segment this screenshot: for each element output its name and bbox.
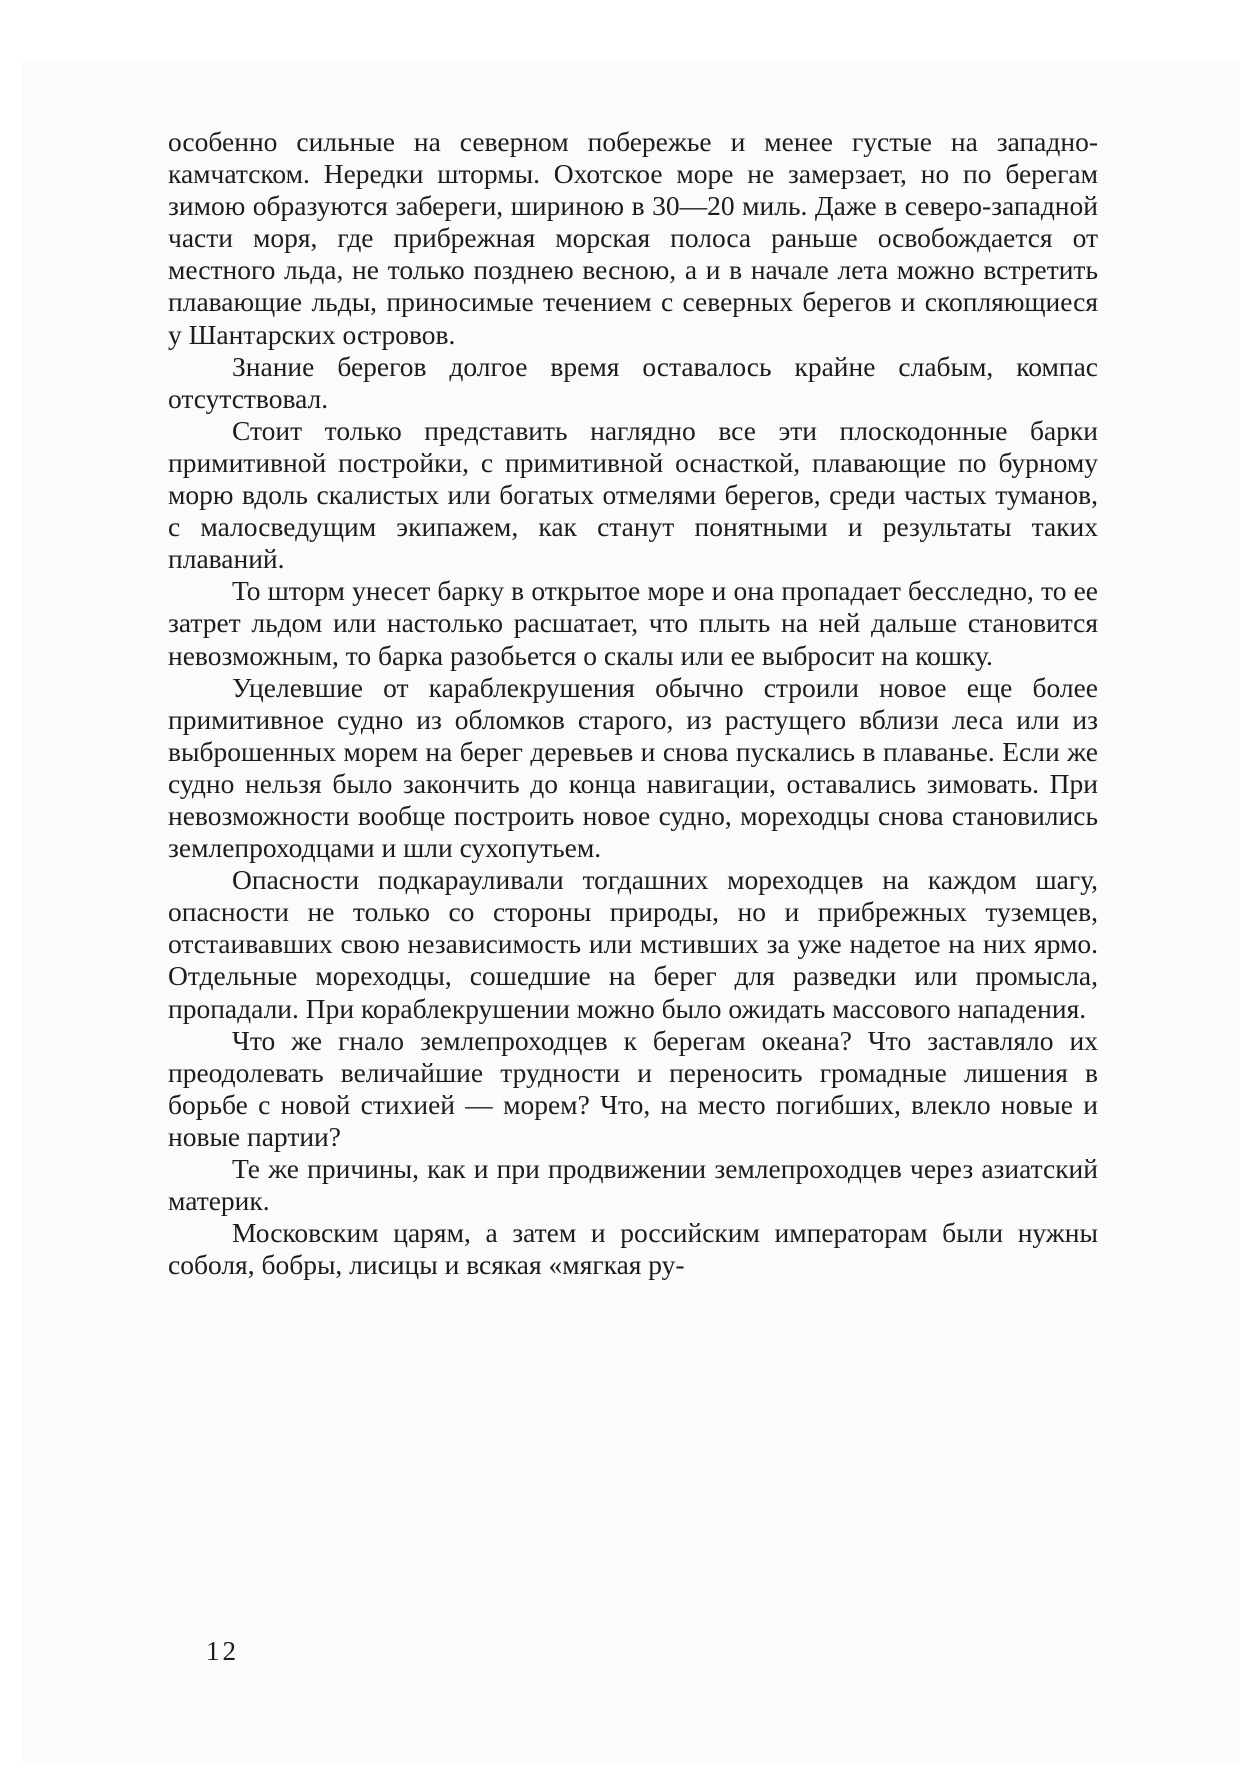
paragraph-8: Те же причины, как и при продвижении землепроходцев через азиатский материк. — [168, 1153, 1098, 1217]
page-number: 12 — [206, 1636, 239, 1666]
paragraph-3: Стоит только представить наглядно все эти плоскодонные барки примитивной постройки, с примитивной оснасткой, плавающие по бурному морю вдоль скалистых или богатых отмелями берегов, среди частых туманов, с малосведущим экипажем, как станут понятными и результаты таких плаваний. — [168, 414, 1098, 575]
paragraph-1: особенно сильные на северном побережье и менее густые на западно-камчатском. Нередки штормы. Охотское море не замерзает, но по берегам зимою образуются забереги, шириною в 30—20 миль. Даже в северо-западной части моря, где прибрежная морская полоса раньше освобождается от местного льда, не только позднею весною, а и в начале лета можно встретить плавающие льды, приносимые течением с северных берегов и скопляющиеся у Шантарских островов. — [168, 126, 1098, 350]
paragraph-4: То шторм унесет барку в открытое море и она пропадает бесследно, то ее затрет льдом или настолько расшатает, что плыть на ней дальше становится невозможным, то барка разобьется о скалы или ее выбросит на кошку. — [168, 575, 1098, 671]
body-text — [168, 126, 1098, 1281]
paragraph-9: Московским царям, а затем и российским императорам были нужны соболя, бобры, лисицы и всякая «мягкая ру- — [168, 1217, 1098, 1281]
paragraph-2: Знание берегов долгое время оставалось крайне слабым, компас отсутствовал. — [168, 350, 1098, 414]
paragraph-7: Что же гнало землепроходцев к берегам океана? Что заставляло их преодолевать величайшие трудности и переносить громадные лишения в борьбе с новой стихией — морем? Что, на место погибших, влекло новые и новые партии? — [168, 1024, 1098, 1152]
paragraph-6: Опасности подкарауливали тогдашних мореходцев на каждом шагу, опасности не только со стороны природы, но и прибрежных туземцев, отстаивавших свою независимость или мстивших за уже надетое на них ярмо. Отдельные мореходцы, сошедшие на берег для разведки или промысла, пропадали. При кораблекрушении можно было ожидать массового нападения. — [168, 864, 1098, 1024]
paragraph-5: Уцелевшие от караблекрушения обычно строили новое еще более примитивное судно из обломков старого, из растущего вблизи леса или из выброшенных морем на берег деревьев и снова пускались в плаванье. Если же судно нельзя было закончить до конца навигации, оставались зимовать. При невозможности вообще построить новое судно, мореходцы снова становились землепроходцами и шли сухопутьем. — [168, 671, 1098, 864]
